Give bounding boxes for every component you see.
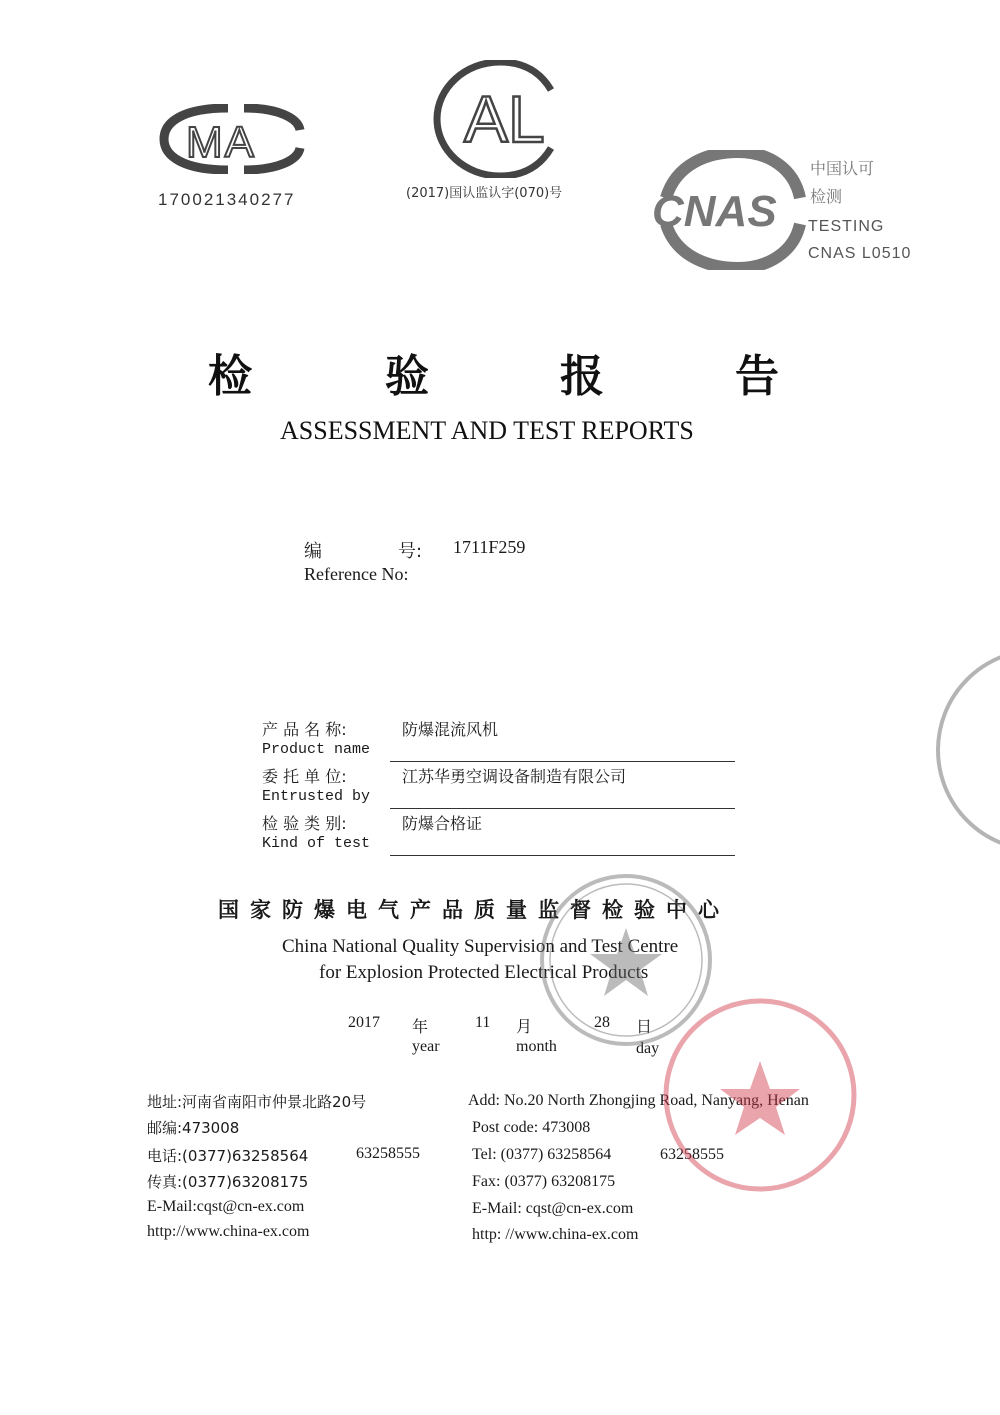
date-month-en: month	[516, 1038, 557, 1055]
cnas-cn-text-2: 检测	[810, 187, 843, 206]
cal-logo-graphic	[433, 60, 567, 178]
star-icon	[720, 1061, 800, 1135]
field-label-cn: 产 品 名 称:	[262, 720, 347, 739]
date-day: 28	[594, 1014, 610, 1031]
field-label-en: Product name	[262, 741, 371, 758]
contact-cn-tel: 电话:(0377)63258564	[147, 1147, 309, 1165]
title-en: ASSESSMENT AND TEST REPORTS	[280, 416, 694, 445]
date-year-cn: 年	[412, 1017, 429, 1036]
field-underline	[390, 855, 735, 856]
reference-label-cn-right: 号:	[398, 541, 423, 562]
date-year: 2017	[348, 1014, 380, 1031]
cma-code: 170021340277	[158, 190, 296, 209]
field-value: 防爆合格证	[402, 814, 483, 833]
centre-name-en-line2: for Explosion Protected Electrical Products	[319, 962, 649, 983]
field-underline	[390, 808, 735, 809]
date-month-cn: 月	[516, 1017, 533, 1036]
cnas-code: CNAS L0510	[808, 245, 912, 262]
cnas-logo	[648, 150, 808, 270]
title-cn-char-3: 报	[560, 351, 604, 402]
field-label-cn: 检 验 类 别:	[262, 814, 347, 833]
centre-name-cn: 国家防爆电气产品质量监督检验中心	[218, 898, 730, 922]
cnas-cn-text: 中国认可	[810, 159, 875, 178]
cal-mark-text: AL	[464, 82, 545, 156]
cal-logo	[433, 60, 567, 178]
title-cn-char-1: 检	[208, 351, 252, 402]
reference-value: 1711F259	[453, 537, 526, 557]
edge-stamp	[928, 640, 1000, 860]
contact-en-email: E-Mail: cqst@cn-ex.com	[472, 1200, 634, 1217]
contact-en-tel: Tel: (0377) 63258564	[472, 1146, 612, 1163]
contact-en-http: http: //www.china-ex.com	[472, 1226, 639, 1243]
contact-en-address: Add: No.20 North Zhongjing Road, Nanyang, Henan	[468, 1092, 809, 1109]
reference-label-cn-left: 编	[304, 541, 322, 562]
date-day-en: day	[636, 1040, 660, 1057]
star-icon	[590, 928, 662, 996]
cal-caption: (2017)国认监认字(070)号	[406, 186, 563, 201]
reference-label-en: Reference No:	[304, 564, 409, 584]
date-month: 11	[475, 1014, 491, 1031]
centre-name-en-line1: China National Quality Supervision and Test Centre	[282, 936, 679, 957]
contact-cn-fax: 传真:(0377)63208175	[147, 1173, 309, 1191]
company-stamp	[660, 995, 860, 1195]
field-underline	[390, 761, 735, 762]
contact-en-tel2: 63258555	[660, 1146, 724, 1163]
cma-mark-text: MA	[186, 118, 256, 167]
contact-cn-address: 地址:河南省南阳市仲景北路20号	[147, 1093, 367, 1111]
cnas-mark-text: CNAS	[652, 187, 777, 236]
date-year-en: year	[412, 1038, 440, 1055]
cma-logo	[158, 104, 308, 174]
title-cn-char-4: 告	[735, 351, 779, 402]
cnas-logo-graphic	[648, 150, 808, 270]
contact-cn-tel2: 63258555	[356, 1145, 420, 1162]
contact-cn-postcode: 邮编:473008	[147, 1119, 240, 1137]
title-cn-char-2: 验	[385, 351, 429, 402]
field-label-cn: 委 托 单 位:	[262, 767, 347, 786]
field-value: 防爆混流风机	[402, 720, 499, 739]
date-day-cn: 日	[636, 1017, 653, 1036]
field-value: 江苏华勇空调设备制造有限公司	[402, 767, 627, 786]
contact-cn-email: E-Mail:cqst@cn-ex.com	[147, 1198, 305, 1215]
contact-en-fax: Fax: (0377) 63208175	[472, 1173, 616, 1190]
contact-cn-http: http://www.china-ex.com	[147, 1223, 310, 1240]
contact-en-postcode: Post code: 473008	[472, 1119, 591, 1136]
field-label-en: Entrusted by	[262, 788, 371, 805]
field-label-en: Kind of test	[262, 835, 371, 852]
cnas-testing: TESTING	[808, 218, 885, 235]
cma-logo-graphic	[158, 104, 308, 174]
